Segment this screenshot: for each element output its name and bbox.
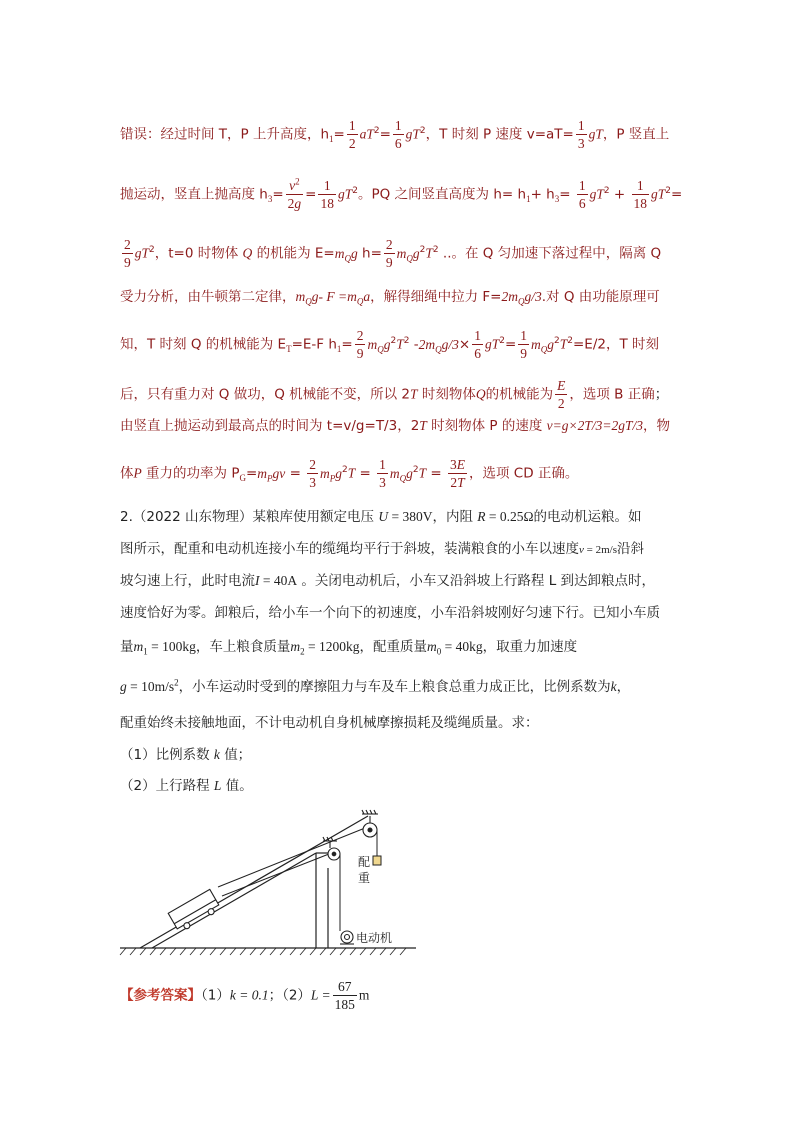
explanation-line-5: 知，T 时刻 Q 的机械能为 $E_T=E-F$ $h_1=$ $\frac{2}{9}$ $m_Qg^2T^2$ $-2m_Qg/3\times$ $\frac{1}{6}$ $gT^2=$ $\frac{1}{9}$ $m_Qg^2T^2=E/2$，T 时刻 [120, 328, 660, 361]
motor-label: 电动机 [356, 931, 393, 945]
support-frame [316, 853, 330, 948]
counterweight-block [373, 856, 381, 865]
question-line-4: 速度恰好为零。卸粮后，给小车一个向下的初速度，小车沿斜坡刚好匀速下行。已知小车质 [120, 605, 660, 621]
counterweight-label-2: 重 [358, 871, 371, 885]
sub-question-1: （1）比例系数 k 值； [120, 747, 252, 763]
explanation-line-3: $\frac{2}{9}$ $gT^2$，t=0 时物体 Q 的机能为 $E=m_Qg$ h= $\frac{2}{9}$ $m_Qg^2T^2$ ..。在 Q 匀加速下落过程中，隔离 Q [124, 237, 662, 270]
explanation-line-7: 由竖直上抛运动到最高点的时间为 t=v/g=T/3，2T 时刻物体 P 的速度 v=g×2T/3=2gT/3，物 [120, 418, 670, 434]
sub-question-2: （2）上行路程 L 值。 [120, 778, 253, 794]
explanation-line-8: 体P 重力的功率为 $P_G=m_Pgv$ = $\frac{2}{3}$ $m_Pg^2T$ = $\frac{1}{3}$ $m_Qg^2T$ = $\frac{3E}{2T}$ ，选项 CD 正确。 [120, 457, 579, 490]
top-pulley [362, 810, 378, 837]
explanation-line-2: 抛运动，竖直上抛高度 $h_3=$ $\frac{v^2}{2g}$ = $\frac{1}{18}$ $gT^2$。PQ 之间竖直高度为 $h= h_1+ h_3=$ $\frac{1}{6}$ $gT^2$ + $\frac{1}{18}$ $gT^2=$ [120, 176, 683, 211]
answer-label: 【参考答案】 [120, 987, 201, 1004]
cable-upper [218, 826, 370, 887]
explanation-line-1: 错误：经过时间 T，P 上升高度，$h_1=$ $\frac{1}{2}$ $aT^2=$ $\frac{1}{6}$ $gT^2$，T 时刻 P 速度 v=aT= $\frac{1}{3}$ gT，P 竖直上 [120, 118, 670, 151]
incline-pulley-diagram [118, 806, 418, 958]
grain-cart [168, 889, 221, 933]
question-line-6: $g = 10m/s^2$，小车运动时受到的摩擦阻力与车及车上粮食总重力成正比，比例系数为k， [120, 677, 631, 695]
question-line-2: 图所示，配重和电动机连接小车的缆绳均平行于斜坡，装满粮食的小车以速度v = 2m/s沿斜 [120, 541, 644, 557]
electric-motor [340, 931, 354, 944]
incline-ramp [140, 816, 371, 948]
middle-pulley [323, 837, 340, 860]
question-line-5: 量$m_1 = 100kg$，车上粮食质量$m_2 = 1200kg$，配重质量$m_0 = 40kg$，取重力加速度 [120, 639, 578, 657]
cable-lower [222, 852, 334, 896]
question-line-3: 坡匀速上行，此时电流I = 40A 。关闭电动机后，小车又沿斜坡上行路程 L 到达卸粮点时， [120, 573, 656, 589]
reference-answer: 【参考答案】（1）k = 0.1；（2）L = $\frac{67}{185}$ m [120, 979, 370, 1012]
question-line-7: 配重始终未接触地面，不计电动机自身机械摩擦损耗及缆绳质量。求： [120, 715, 539, 731]
ground [120, 948, 416, 955]
explanation-line-4: 受力分析，由牛顿第二定律，$m_Qg-$ $F =m_Qa$，解得细绳中拉力 $F=2m_Qg/3$.对 Q 由功能原理可 [120, 289, 660, 307]
counterweight-label-1: 配 [358, 855, 371, 869]
question-line-1: 2.（2022 山东物理）某粮库使用额定电压 U = 380V，内阻 R = 0.25Ω的电动机运粮。如 [120, 509, 642, 525]
explanation-line-6: 后，只有重力对 Q 做功，Q 机械能不变，所以 2T 时刻物体Q的机械能为 $\frac{E}{2}$ ，选项 B 正确； [120, 378, 669, 411]
